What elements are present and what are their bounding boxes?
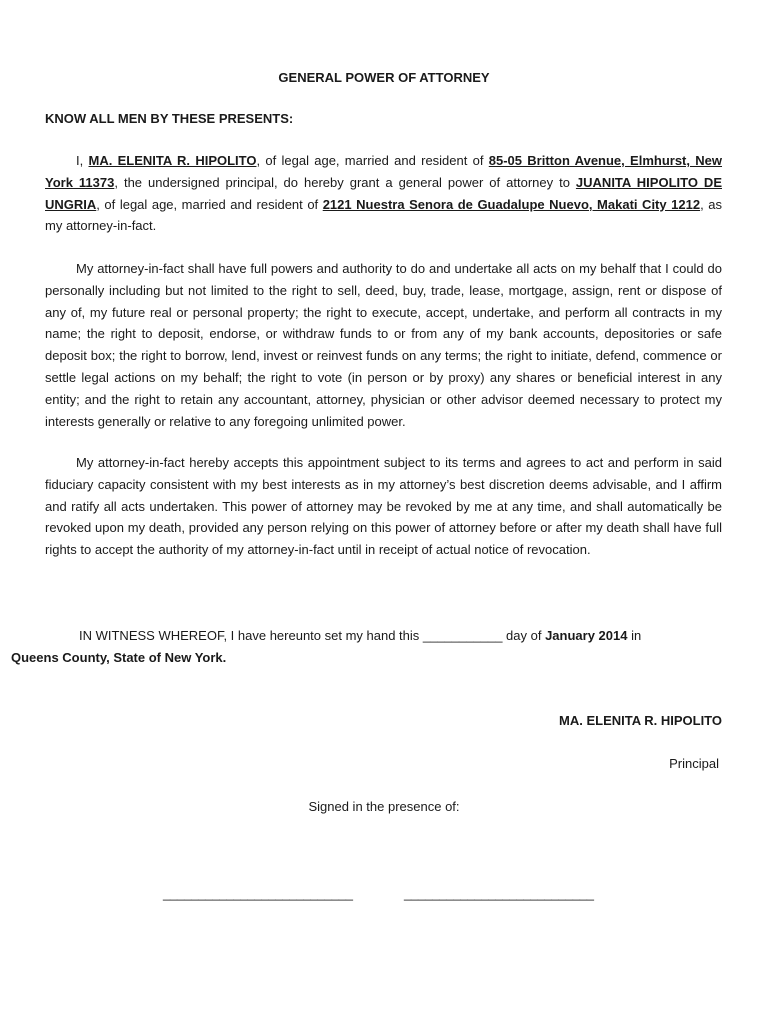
powers-paragraph: My attorney-in-fact shall have full powers and authority to do and undertake all acts on my behalf that I could do personally including but not limited to the right to sell, deed, buy, trade, lease, mortgage, assign, rent or dispose of any of, my future real or personal property; the right to execute, accept, undertake, and perform all contracts in my name; the right to deposit, endorse, or withdraw funds to or from any of my bank accounts, depositories or safe deposit box; the right to borrow, lend, invest or reinvest funds on any terms; the right to initiate, defend, commence or settle legal actions on my behalf; the right to vote (in person or by proxy) any shares or beneficial interest in any entity; and the right to retain any accountant, attorney, physician or other advisor deemed necessary to protect my interests generally or relative to any foregoing unlimited power. (45, 261, 722, 429)
signatory-role: Principal (669, 756, 719, 771)
p1-text-3: , the undersigned principal, do hereby grant a general power of attorney to (114, 174, 576, 190)
witness-signature-line-2: ___________________________ (404, 886, 594, 901)
p1-text-4: , of legal age, married and resident of (96, 196, 323, 212)
attorney-address: 2121 Nuestra Senora de Guadalupe Nuevo, Makati City 1212 (322, 196, 701, 212)
principal-name: MA. ELENITA R. HIPOLITO (88, 153, 257, 168)
witness-signature-line-1: ___________________________ (163, 886, 353, 901)
p1-text-1: I, (76, 153, 89, 168)
p1-text-2: , of legal age, married and resident of (256, 153, 489, 168)
acceptance-paragraph: My attorney-in-fact hereby accepts this appointment subject to its terms and agrees to act and perform in said fiduciary capacity consistent with my best interests as in my attorney’s best discretion deems advisable, and I affirm and ratify all acts undertaken. This power of attorney may be revoked by me at any time, and shall automatically be revoked upon my death, provided any person relying on this power of attorney before or after my death shall have full rights to accept the authority of my attorney-in-fact until in receipt of actual notice of revocation. (45, 455, 722, 558)
attorney-name: JUANITA HIPOLITO DE UNGRIA (45, 174, 722, 212)
witness-paragraph (11, 625, 722, 669)
signatory-name: MA. ELENITA R. HIPOLITO (559, 713, 722, 728)
grant-paragraph (45, 150, 722, 237)
p1-text-5: , as my attorney-in-fact. (45, 196, 722, 234)
principal-address: 85-05 Britton Avenue, Elmhurst, New York 11373 (45, 153, 723, 190)
p4-text-2: in (627, 628, 642, 643)
witness-label: Signed in the presence of: (308, 799, 460, 814)
p4-text-1: IN WITNESS WHEREOF, I have hereunto set my hand this ___________ day of (79, 628, 546, 643)
document-title: GENERAL POWER OF ATTORNEY (278, 70, 490, 85)
execution-place: Queens County, State of New York. (11, 649, 227, 665)
opening-phrase: KNOW ALL MEN BY THESE PRESENTS: (45, 111, 294, 126)
execution-date: January 2014 (545, 628, 628, 643)
